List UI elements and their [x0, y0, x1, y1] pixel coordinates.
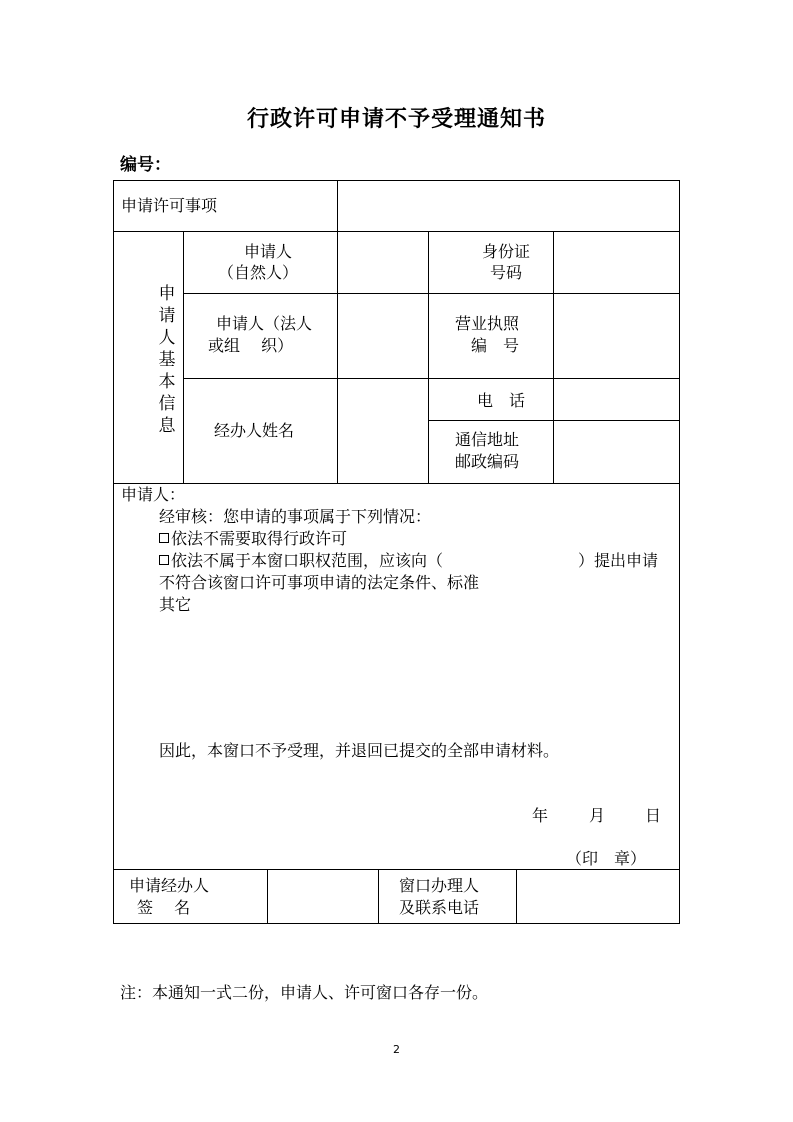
- window-handler-label-line1: 窗口办理人: [399, 876, 480, 895]
- notice-conclusion: 因此，本窗口不予受理，并退回已提交的全部申请材料。: [159, 741, 560, 760]
- natural-person-field[interactable]: [338, 232, 427, 292]
- id-number-label-line2: 号码: [490, 263, 523, 282]
- business-license-label-line2: 编 号: [471, 336, 520, 355]
- date-year: 年: [532, 806, 549, 825]
- date-month: 月: [589, 806, 606, 825]
- id-number-field[interactable]: [554, 232, 678, 292]
- notice-greeting: 申请人：: [121, 485, 186, 504]
- notice-intro: 经审核：您申请的事项属于下列情况：: [159, 507, 432, 526]
- address-label-line1: 通信地址: [455, 430, 520, 449]
- phone-field[interactable]: [554, 379, 678, 419]
- applicant-handler-signature-label-line2: 签 名: [137, 898, 191, 917]
- page-number: 2: [393, 1043, 400, 1056]
- seal-label: （印 章）: [566, 849, 647, 868]
- serial-number-label: 编号：: [120, 155, 171, 175]
- address-label-line2: 邮政编码: [455, 452, 520, 471]
- authority-blank[interactable]: [488, 550, 578, 572]
- checkbox-icon[interactable]: [159, 555, 169, 565]
- legal-person-label-line2: 或组 织）: [208, 336, 294, 355]
- column-divider: [378, 869, 379, 924]
- row-divider: [114, 483, 679, 484]
- handler-name-label: 经办人姓名: [214, 421, 295, 440]
- notice-option-4: 其它: [159, 595, 192, 614]
- applicant-signature-field[interactable]: [268, 870, 377, 922]
- application-item-label: 申请许可事项: [121, 196, 218, 215]
- notice-option-2-suffix: ）提出申请: [578, 551, 659, 570]
- page-title: 行政许可申请不予受理通知书: [246, 107, 546, 132]
- window-handler-field[interactable]: [517, 870, 678, 922]
- legal-person-label-line1: 申请人（法人: [216, 314, 313, 333]
- window-handler-label-line2: 及联系电话: [399, 898, 480, 917]
- handler-name-field[interactable]: [338, 379, 427, 482]
- legal-person-field[interactable]: [338, 294, 427, 377]
- applicant-handler-signature-label-line1: 申请经办人: [129, 876, 210, 895]
- id-number-label-line1: 身份证: [482, 242, 531, 261]
- footnote: 注：本通知一式二份，申请人、许可窗口各存一份。: [120, 983, 489, 1002]
- applicant-info-label: 申请人基本信息: [158, 284, 176, 436]
- natural-person-label-line2: （自然人）: [218, 263, 299, 282]
- business-license-label-line1: 营业执照: [455, 314, 520, 333]
- business-license-field[interactable]: [554, 294, 678, 377]
- address-field[interactable]: [554, 421, 678, 482]
- application-item-field[interactable]: [338, 182, 678, 229]
- notice-option-1: 依法不需要取得行政许可: [159, 528, 347, 550]
- column-divider: [428, 231, 429, 483]
- checkbox-icon[interactable]: [159, 533, 169, 543]
- natural-person-label-line1: 申请人: [244, 242, 293, 261]
- notice-option-2: 依法不属于本窗口职权范围，应该向（: [159, 550, 443, 572]
- phone-label: 电 话: [477, 391, 526, 410]
- notice-option-3: 不符合该窗口许可事项申请的法定条件、标准: [159, 573, 480, 592]
- column-divider: [183, 231, 184, 483]
- date-day: 日: [645, 806, 662, 825]
